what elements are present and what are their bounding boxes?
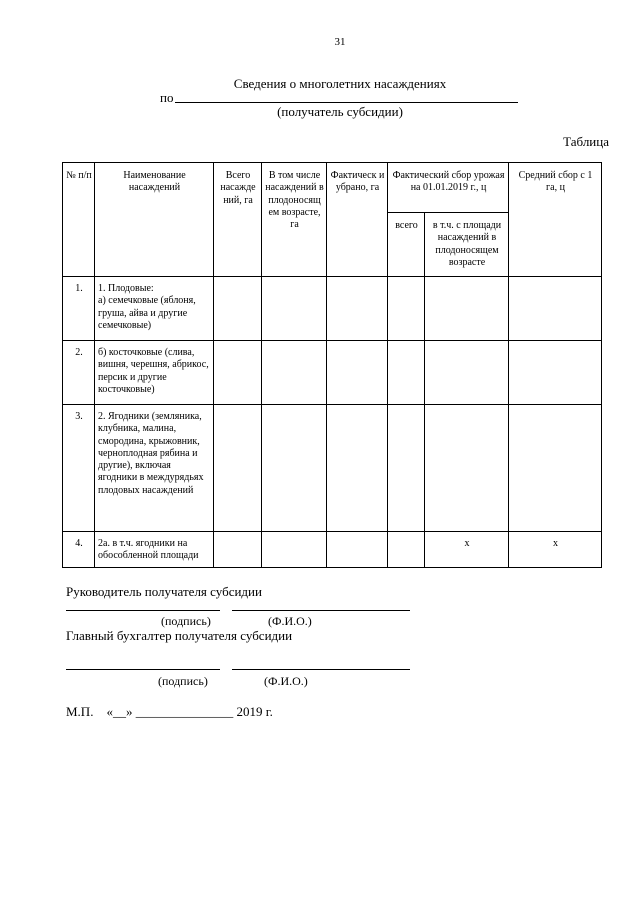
header-total: Всего насажде ний, га <box>214 163 262 277</box>
row-num: 3. <box>63 405 95 532</box>
recipient-fill-line[interactable] <box>175 102 518 103</box>
cell-avg[interactable] <box>509 277 602 341</box>
head-signature-caption: (подпись) <box>161 614 211 628</box>
head-fio-line[interactable] <box>232 610 410 611</box>
cell-collected-total[interactable] <box>388 532 425 568</box>
cell-fruiting[interactable] <box>262 277 327 341</box>
cell-collected-total[interactable] <box>388 341 425 405</box>
plantings-table <box>62 162 602 568</box>
header-fruiting: В том числе насаждений в плодоносящ ем возрасте, га <box>262 163 327 277</box>
row-num: 2. <box>63 341 95 405</box>
cell-avg[interactable] <box>509 341 602 405</box>
table-row <box>63 277 602 341</box>
row-name: 1. Плодовые: а) семечковые (яблоня, груша, айва и другие семечковые) <box>95 277 214 341</box>
accountant-signature-caption: (подпись) <box>158 674 208 688</box>
cell-collected-fruiting[interactable] <box>425 277 509 341</box>
table-row <box>63 341 602 405</box>
table-row <box>63 405 602 532</box>
header-num: № п/п <box>63 163 95 277</box>
header-collected-fruiting: в т.ч. с площади насаждений в плодоносящем возрасте <box>425 213 509 277</box>
cell-fruiting[interactable] <box>262 405 327 532</box>
cell-collected-fruiting[interactable]: x <box>425 532 509 568</box>
document-title: Сведения о многолетних насаждениях <box>233 76 447 91</box>
accountant-label: Главный бухгалтер получателя субсидии <box>66 628 293 643</box>
header-collected: Фактический сбор урожая на 01.01.2019 г., ц <box>388 163 509 213</box>
po-label: по <box>160 90 174 105</box>
mp-date-line: М.П. «__» _______________ 2019 г. <box>66 704 273 719</box>
cell-harvested[interactable] <box>327 341 388 405</box>
header-harvested: Фактическ и убрано, га <box>327 163 388 277</box>
cell-avg[interactable]: x <box>509 532 602 568</box>
cell-harvested[interactable] <box>327 532 388 568</box>
row-name: 2. Ягодники (земляника, клубника, малина, смородина, крыжовник, черноплодная рябина и другие), включая ягодники в междурядьях плодовых насаждений <box>95 405 214 532</box>
cell-collected-fruiting[interactable] <box>425 341 509 405</box>
table-label: Таблица <box>563 134 609 149</box>
accountant-fio-caption: (Ф.И.О.) <box>264 674 308 688</box>
cell-harvested[interactable] <box>327 277 388 341</box>
cell-collected-total[interactable] <box>388 405 425 532</box>
cell-total[interactable] <box>214 277 262 341</box>
head-label: Руководитель получателя субсидии <box>66 584 262 599</box>
cell-total[interactable] <box>214 341 262 405</box>
row-name: 2а. в т.ч. ягодники на обособленной площади <box>95 532 214 568</box>
cell-avg[interactable] <box>509 405 602 532</box>
cell-collected-total[interactable] <box>388 277 425 341</box>
cell-collected-fruiting[interactable] <box>425 405 509 532</box>
cell-fruiting[interactable] <box>262 341 327 405</box>
head-signature-line[interactable] <box>66 610 220 611</box>
accountant-signature-line[interactable] <box>66 669 220 670</box>
page-number: 31 <box>334 36 346 48</box>
recipient-caption: (получатель субсидии) <box>277 104 403 119</box>
cell-total[interactable] <box>214 405 262 532</box>
cell-harvested[interactable] <box>327 405 388 532</box>
row-num: 4. <box>63 532 95 568</box>
cell-total[interactable] <box>214 532 262 568</box>
accountant-fio-line[interactable] <box>232 669 410 670</box>
row-num: 1. <box>63 277 95 341</box>
table-row <box>63 532 602 568</box>
header-collected-total: всего <box>388 213 425 277</box>
header-avg: Средний сбор с 1 га, ц <box>509 163 602 277</box>
head-fio-caption: (Ф.И.О.) <box>268 614 312 628</box>
header-name: Наименование насаждений <box>95 163 214 277</box>
cell-fruiting[interactable] <box>262 532 327 568</box>
row-name: б) косточковые (слива, вишня, черешня, абрикос, персик и другие косточковые) <box>95 341 214 405</box>
